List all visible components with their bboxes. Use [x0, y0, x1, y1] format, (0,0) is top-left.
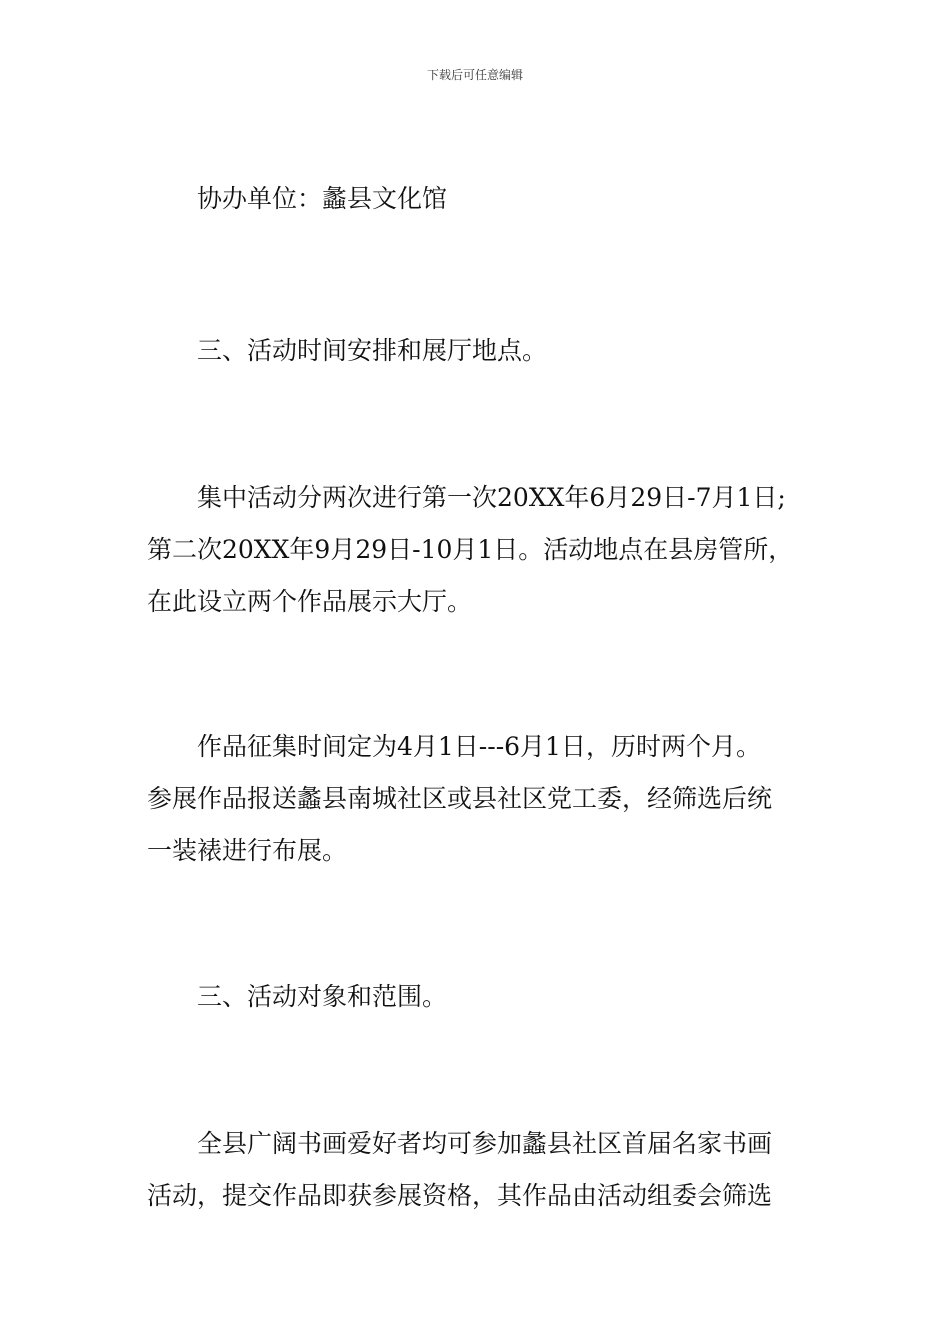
- page-header-note: 下载后可任意编辑: [426, 68, 523, 82]
- paragraph-line: 三、活动对象和范围。: [197, 982, 448, 1011]
- paragraph-line: 协办单位：蠡县文化馆: [197, 184, 448, 213]
- paragraph-line: 作品征集时间定为4月1日---6月1日，历时两个月。: [197, 732, 761, 761]
- paragraph-line: 参展作品报送蠡县南城社区或县社区党工委，经筛选后统: [147, 784, 773, 813]
- paragraph-line: 一装裱进行布展。: [147, 836, 348, 865]
- section-heading-schedule: [147, 325, 827, 377]
- paragraph-line: 三、活动时间安排和展厅地点。: [197, 336, 548, 365]
- paragraph-line: 集中活动分两次进行第一次20XX年6月29日-7月1日;: [197, 483, 786, 512]
- paragraph-line: 第二次20XX年9月29日-10月1日。活动地点在县房管所，: [147, 535, 794, 564]
- paragraph-line: 全县广阔书画爱好者均可参加蠡县社区首届名家书画: [197, 1129, 773, 1158]
- paragraph-line: 活动，提交作品即获参展资格，其作品由活动组委会筛选: [147, 1181, 773, 1210]
- schedule-paragraph: [147, 472, 827, 628]
- section-heading-scope: [147, 971, 827, 1023]
- co-organizer-paragraph: [147, 173, 827, 225]
- collection-paragraph: [147, 721, 827, 877]
- paragraph-line: 在此设立两个作品展示大厅。: [147, 587, 473, 616]
- scope-paragraph: [147, 1118, 827, 1222]
